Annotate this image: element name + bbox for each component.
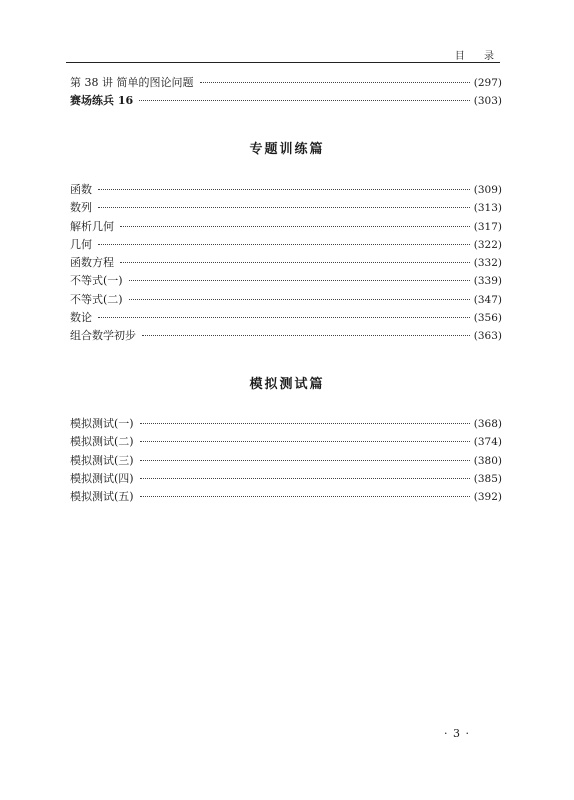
toc-entry-title: 模拟测试(一) bbox=[70, 417, 134, 430]
toc-entry-page: (313) bbox=[473, 202, 502, 215]
toc-entry[interactable] bbox=[70, 470, 502, 488]
toc-entry[interactable] bbox=[70, 327, 502, 345]
toc-entry-page: (303) bbox=[473, 95, 502, 108]
dot-leader bbox=[120, 262, 470, 263]
section-heading: 模拟测试篇 bbox=[249, 377, 325, 392]
dot-leader bbox=[142, 335, 470, 336]
toc-entry-page: (363) bbox=[473, 330, 502, 343]
toc-entry-page: (339) bbox=[473, 275, 502, 288]
toc-entry-title: 不等式(一) bbox=[70, 274, 123, 288]
dot-leader bbox=[129, 299, 470, 300]
dot-leader bbox=[98, 244, 470, 245]
dot-leader bbox=[140, 441, 470, 442]
toc-entry-page: (309) bbox=[473, 184, 502, 196]
section-heading: 专题训练篇 bbox=[249, 142, 325, 157]
dot-leader bbox=[98, 317, 470, 318]
toc-entry[interactable] bbox=[70, 199, 502, 217]
toc-entry-title: 赛场练兵 16 bbox=[70, 94, 134, 108]
toc-entry-title: 数列 bbox=[70, 201, 92, 215]
toc-entry[interactable] bbox=[70, 236, 502, 254]
dot-leader bbox=[140, 460, 470, 461]
toc-entry-title: 不等式(二) bbox=[70, 292, 123, 306]
dot-leader bbox=[140, 496, 470, 497]
toc-entry-title: 模拟测试(五) bbox=[70, 490, 134, 504]
toc-entry-page: (368) bbox=[473, 418, 502, 430]
toc-entry-title: 模拟测试(四) bbox=[70, 471, 134, 485]
toc-entry-page: (297) bbox=[473, 77, 502, 89]
toc-entry-title: 几何 bbox=[70, 237, 92, 251]
dot-leader bbox=[98, 207, 470, 208]
dot-leader bbox=[98, 189, 470, 190]
toc-entry-title: 解析几何 bbox=[70, 219, 114, 233]
dot-leader bbox=[140, 423, 470, 424]
toc-entry[interactable] bbox=[70, 272, 502, 290]
toc-entry[interactable] bbox=[70, 291, 502, 309]
toc-entry-title: 模拟测试(三) bbox=[70, 453, 134, 467]
page-number: · 3 · bbox=[444, 727, 470, 740]
toc-entry-title: 第 38 讲 简单的图论问题 bbox=[70, 76, 194, 89]
toc-entry-page: (347) bbox=[473, 293, 502, 306]
toc-entry[interactable] bbox=[70, 452, 502, 470]
toc-entry-page: (374) bbox=[473, 436, 502, 449]
toc-entry[interactable] bbox=[70, 309, 502, 327]
toc-entry-title: 组合数学初步 bbox=[70, 329, 136, 343]
toc-entry-page: (392) bbox=[473, 491, 502, 504]
toc-entry-title: 模拟测试(二) bbox=[70, 435, 134, 449]
dot-leader bbox=[129, 280, 470, 281]
toc-entry[interactable] bbox=[70, 488, 502, 506]
dot-leader bbox=[120, 226, 470, 227]
toc-section-list bbox=[70, 415, 502, 506]
toc-entry-page: (356) bbox=[473, 312, 502, 325]
toc-entry[interactable] bbox=[70, 218, 502, 236]
toc-entry[interactable] bbox=[70, 415, 502, 433]
toc-top-list bbox=[70, 74, 502, 111]
dot-leader bbox=[140, 478, 470, 479]
toc-entry[interactable] bbox=[70, 181, 502, 199]
toc-entry-page: (332) bbox=[473, 257, 502, 270]
toc-entry[interactable] bbox=[70, 74, 502, 92]
toc-entry[interactable] bbox=[70, 254, 502, 272]
toc-entry-title: 函数方程 bbox=[70, 256, 114, 270]
toc-entry-page: (317) bbox=[473, 220, 502, 233]
toc-entry-title: 数论 bbox=[70, 311, 92, 325]
toc-section-list bbox=[70, 181, 502, 346]
toc-entry-title: 函数 bbox=[70, 183, 92, 196]
running-head: 目 录 bbox=[454, 51, 502, 62]
toc-entry-page: (385) bbox=[473, 472, 502, 485]
toc-entry[interactable] bbox=[70, 92, 502, 110]
dot-leader bbox=[200, 82, 470, 83]
toc-entry-page: (380) bbox=[473, 454, 502, 467]
toc-entry[interactable] bbox=[70, 433, 502, 451]
toc-entry-page: (322) bbox=[473, 238, 502, 251]
header-rule bbox=[66, 62, 500, 63]
dot-leader bbox=[139, 100, 470, 101]
